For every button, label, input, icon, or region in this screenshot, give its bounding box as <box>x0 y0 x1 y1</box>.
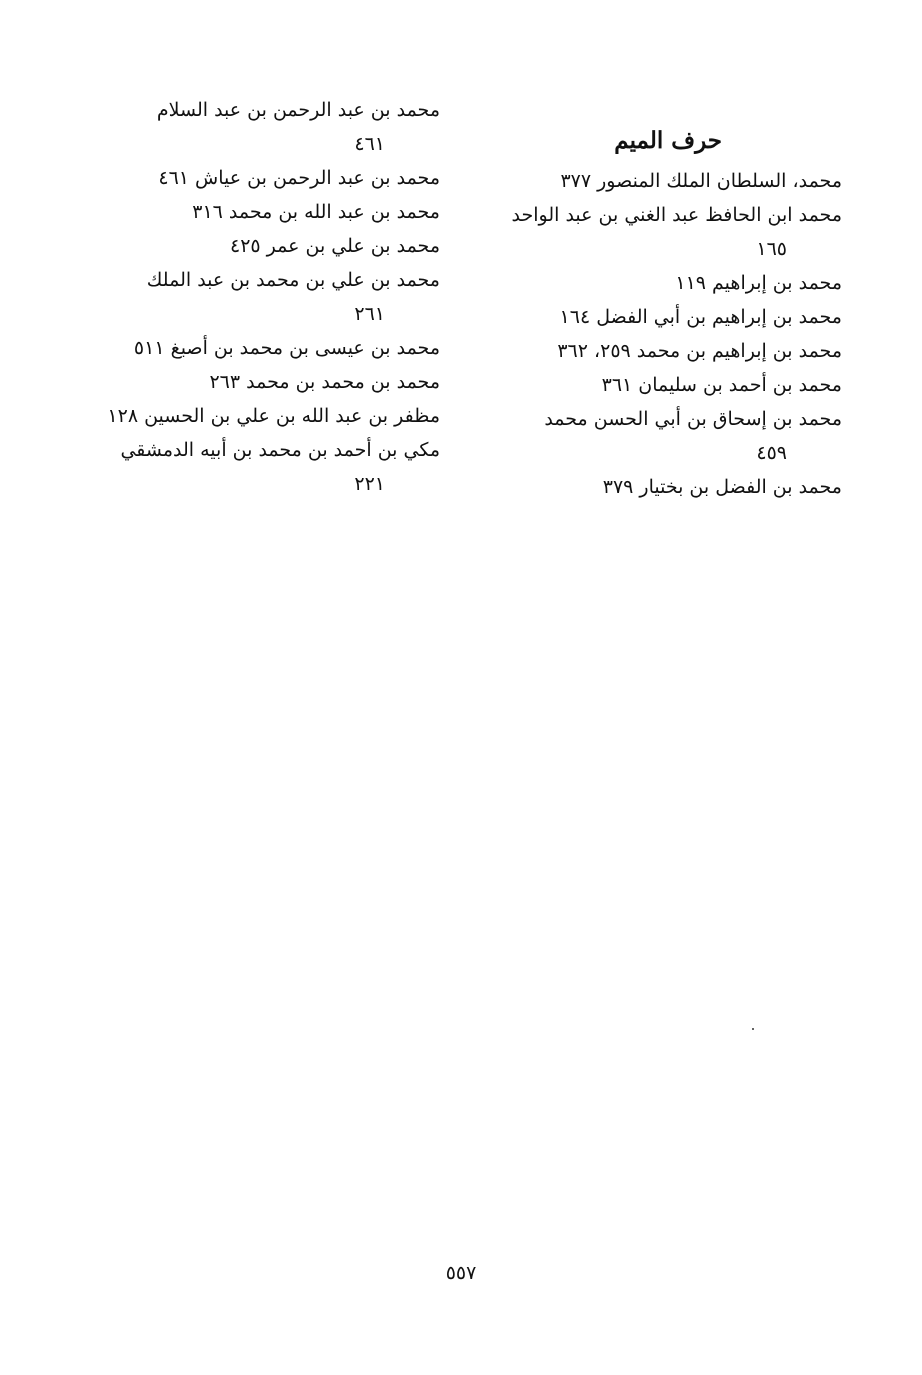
index-entry: محمد بن إبراهيم ١١٩ <box>675 272 842 294</box>
index-entry: محمد بن علي بن عمر ٤٢٥ <box>230 235 440 257</box>
index-entry: محمد بن علي بن محمد بن عبد الملك <box>146 269 440 291</box>
index-entry: مكي بن أحمد بن محمد بن أبيه الدمشقي <box>120 439 440 461</box>
index-entry: محمد بن إسحاق بن أبي الحسن محمد <box>544 408 842 430</box>
index-entry-continuation: ٤٦١ <box>354 133 385 155</box>
index-entry-continuation: ١٦٥ <box>756 238 787 260</box>
index-entry: محمد بن أحمد بن سليمان ٣٦١ <box>601 374 842 396</box>
index-entry: محمد بن عبد الرحمن بن عبد السلام <box>156 99 440 121</box>
index-entry: محمد ابن الحافظ عبد الغني بن عبد الواحد <box>511 204 842 226</box>
index-entry-continuation: ٤٥٩ <box>756 442 787 464</box>
index-entry: محمد بن إبراهيم بن محمد ٢٥٩، ٣٦٢ <box>557 340 842 362</box>
right-column <box>482 124 842 504</box>
index-entry: محمد بن عبد الله بن محمد ٣١٦ <box>192 201 440 223</box>
index-entry: مظفر بن عبد الله بن علي بن الحسين ١٢٨ <box>107 405 440 427</box>
index-entry-continuation: ٢٦١ <box>354 303 385 325</box>
page-number: ٥٥٧ <box>445 1262 477 1284</box>
index-entry: محمد بن محمد بن محمد ٢٦٣ <box>209 371 440 393</box>
index-entry: محمد، السلطان الملك المنصور ٣٧٧ <box>560 170 842 192</box>
print-speck <box>752 1028 754 1030</box>
index-entry-continuation: ٢٢١ <box>354 473 385 495</box>
left-column <box>80 93 440 501</box>
index-entry: محمد بن عيسى بن محمد بن أصبغ ٥١١ <box>133 337 440 359</box>
index-entry: محمد بن إبراهيم بن أبي الفضل ١٦٤ <box>559 306 842 328</box>
section-heading: حرف الميم <box>614 127 722 154</box>
index-entry: محمد بن الفضل بن بختيار ٣٧٩ <box>602 476 842 498</box>
index-entry: محمد بن عبد الرحمن بن عياش ٤٦١ <box>158 167 440 189</box>
